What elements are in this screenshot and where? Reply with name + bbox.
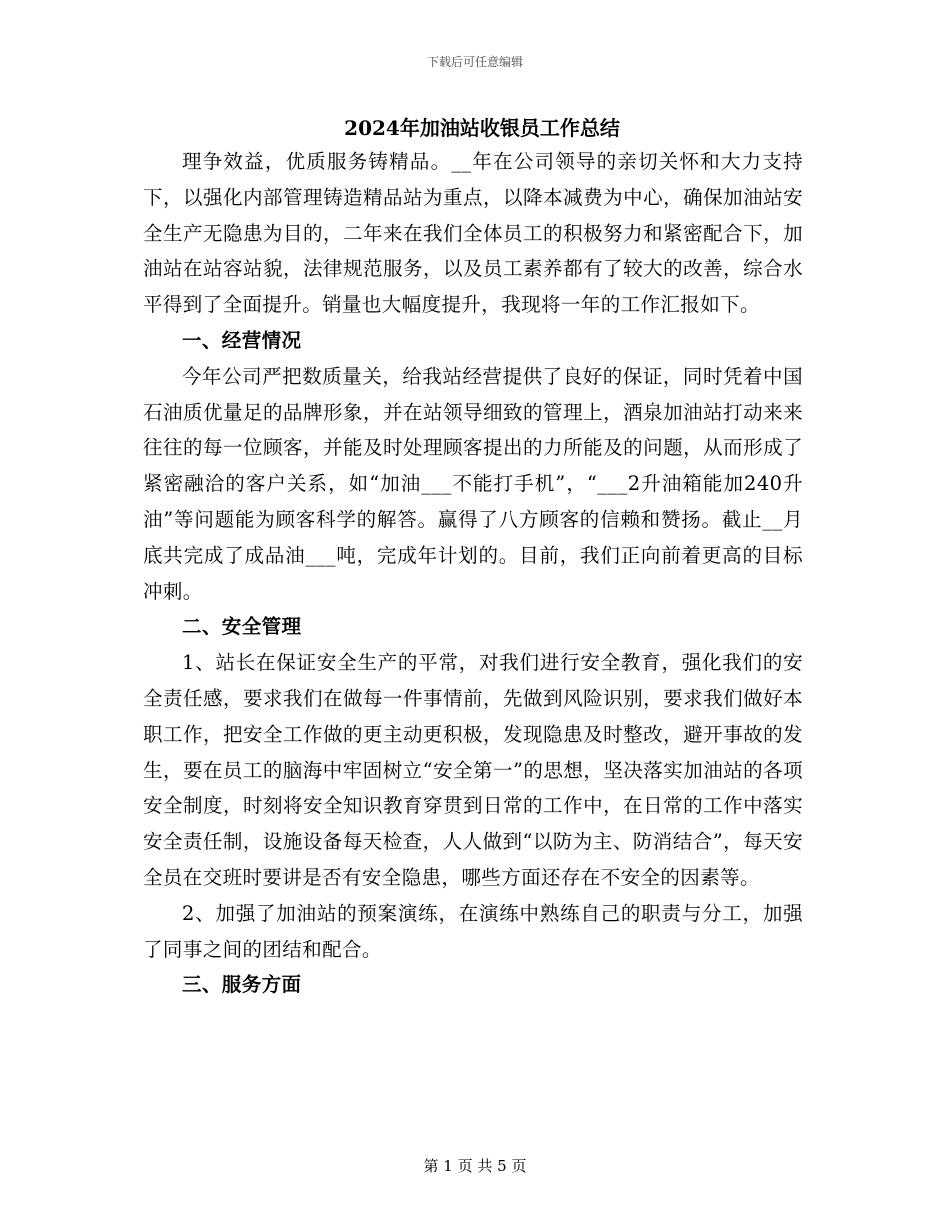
- section-heading-operations: 一、经营情况: [182, 328, 302, 352]
- document-body: [143, 112, 803, 1003]
- header-note: 下载后可任意编辑: [426, 55, 523, 69]
- section-heading-safety: 二、安全管理: [182, 615, 302, 639]
- section-heading-service: 三、服务方面: [182, 973, 302, 997]
- intro-paragraph: 理争效益，优质服务铸精品。__年在公司领导的亲切关怀和大力支持下，以强化内部管理铸造精品站为重点，以降本减费为中心，确保加油站安全生产无隐患为目的，二年来在我们全体员工的积极努力和紧密配合下，加油站在站容站貌，法律规范服务，以及员工素养都有了较大的改善，综合水平得到了全面提升。销量也大幅度提升，我现将一年的工作汇报如下。: [143, 150, 803, 317]
- safety-paragraph-2: 2、加强了加油站的预案演练，在演练中熟练自己的职责与分工，加强了同事之间的团结和配合。: [143, 901, 803, 961]
- page-number-footer: 第 1 页 共 5 页: [423, 1157, 527, 1175]
- document-title: 2024年加油站收银员工作总结: [344, 116, 620, 140]
- safety-paragraph-1: 1、站长在保证安全生产的平常，对我们进行安全教育，强化我们的安全责任感，要求我们在做每一件事情前，先做到风险识别，要求我们做好本职工作，把安全工作做的更主动更积极，发现隐患及时整改，避开事故的发生，要在员工的脑海中牢固树立“安全第一”的思想，坚决落实加油站的各项安全制度，时刻将安全知识教育穿贯到日常的工作中，在日常的工作中落实安全责任制，设施设备每天检查，人人做到“以防为主、防消结合”，每天安全员在交班时要讲是否有安全隐患，哪些方面还存在不安全的因素等。: [143, 651, 803, 889]
- operations-paragraph: 今年公司严把数质量关，给我站经营提供了良好的保证，同时凭着中国石油质优量足的品牌形象，并在站领导细致的管理上，酒泉加油站打动来来往往的每一位顾客，并能及时处理顾客提出的力所能及的问题，从而形成了紧密融洽的客户关系，如“加油___不能打手机”，“___2升油箱能加240升油”等问题能为顾客科学的解答。赢得了八方顾客的信赖和赞扬。截止__月底共完成了成品油___吨，完成年计划的。目前，我们正向前着更高的目标冲刺。: [143, 364, 803, 603]
